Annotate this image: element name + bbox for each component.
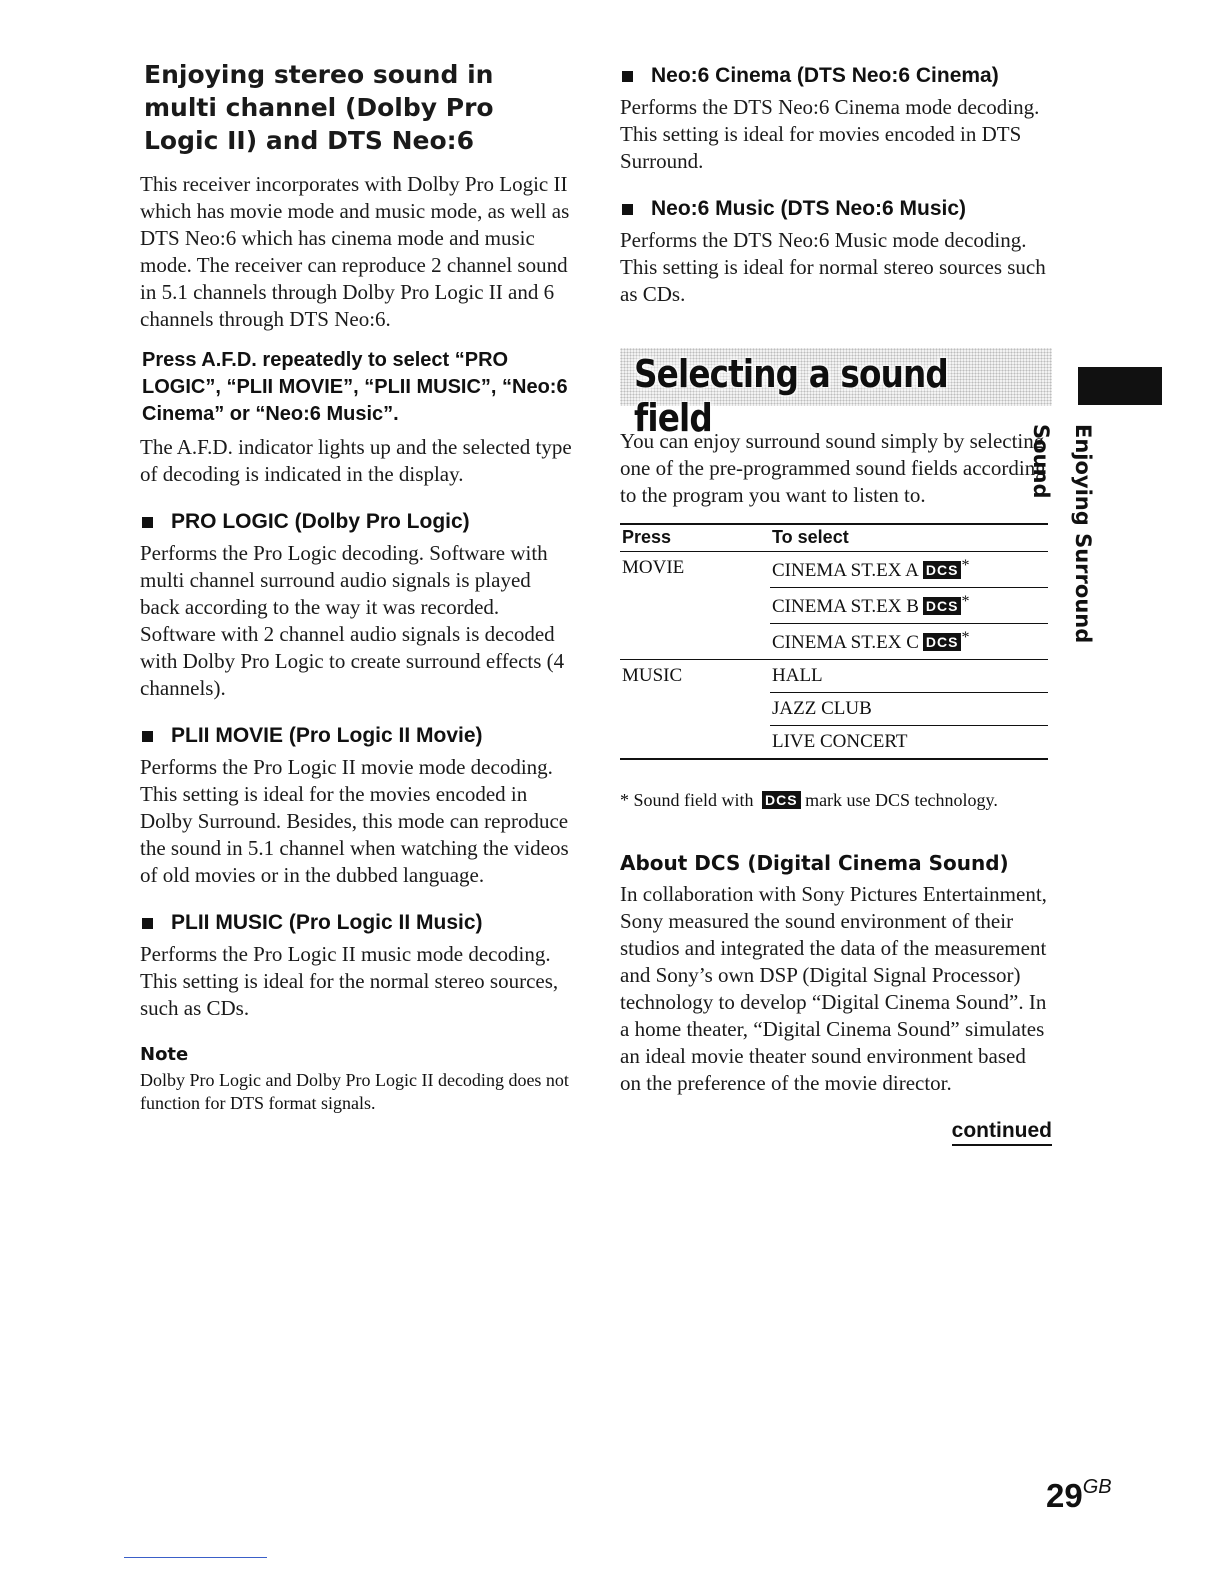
square-bullet-icon [622, 71, 633, 82]
table-header-select: To select [770, 524, 1048, 552]
table-row [620, 660, 1048, 693]
table-footnote: * Sound field with DCS mark use DCS technology. [620, 790, 998, 810]
section-heading: Enjoying stereo sound in multi channel (Dolby Pro Logic II) and DTS Neo:6 [144, 60, 494, 155]
chapter-side-label: Enjoying Surround Sound [1029, 424, 1095, 644]
press-button-label: MOVIE [622, 557, 685, 578]
mode-description: Performs the Pro Logic decoding. Software with multi channel surround audio signals is played back according to the way it was recorded. Software with 2 channel audio signals is decoded with Dolby Pro Logic to create surround effects (4 channels). [140, 541, 565, 700]
instruction-step: Press A.F.D. repeatedly to select “PRO LOGIC”, “PLII MOVIE”, “PLII MUSIC”, “Neo:6 Cinema” or “Neo:6 Music”. [142, 349, 568, 425]
dcs-mark-icon: DCS [923, 597, 962, 615]
mode-heading-plii-music [142, 909, 572, 937]
mode-description: Performs the DTS Neo:6 Music mode decoding. This setting is ideal for normal stereo sources such as CDs. [620, 228, 1046, 306]
sound-field-cell: LIVE CONCERT [770, 726, 1048, 760]
square-bullet-icon [142, 517, 153, 528]
sound-field-cell: HALL [770, 660, 1048, 693]
page-number: $29^{GB}$ [1046, 1476, 1112, 1514]
square-bullet-icon [142, 731, 153, 742]
square-bullet-icon [622, 204, 633, 215]
left-column [140, 58, 572, 1115]
mode-heading-neo6-cinema [622, 62, 1052, 90]
mode-title: PLII MUSIC (Pro Logic II Music) [171, 911, 483, 934]
sound-field-cell: CINEMA ST.EX B DCS * [770, 588, 1048, 624]
dcs-mark-icon: DCS [923, 633, 962, 651]
table-header-row [620, 524, 1048, 552]
continued-label: continued [620, 1119, 1052, 1143]
sound-field-table [620, 523, 1048, 760]
table-row [620, 693, 1048, 726]
table-row [620, 726, 1048, 760]
intro-paragraph: This receiver incorporates with Dolby Pro Logic II which has movie mode and music mode, as well as DTS Neo:6 which has cinema mode and music mode. The receiver can reproduce 2 channel sound in 5.1 channels through Dolby Pro Logic II and 6 channels through DTS Neo:6. [140, 172, 570, 331]
mode-title: PLII MOVIE (Pro Logic II Movie) [171, 724, 483, 747]
mode-heading-neo6-music [622, 195, 1052, 223]
dcs-mark-icon: DCS [923, 561, 962, 579]
banner-title: Selecting a sound field [634, 352, 948, 440]
square-bullet-icon [142, 918, 153, 929]
mode-heading-pro-logic [142, 508, 572, 536]
instruction-result: The A.F.D. indicator lights up and the selected type of decoding is indicated in the display. [140, 435, 572, 486]
mode-description: Performs the Pro Logic II movie mode decoding. This setting is ideal for the movies encoded in Dolby Surround. Besides, this mode can reproduce the sound in 5.1 channel when watching the videos of old movies or in the dubbed language. [140, 755, 569, 887]
section-intro: You can enjoy surround sound simply by selecting one of the pre-programmed sound fields according to the program you want to listen to. [620, 429, 1046, 507]
table-row [620, 588, 1048, 624]
sound-field-cell: CINEMA ST.EX A DCS * [770, 552, 1048, 588]
sound-field-cell: JAZZ CLUB [770, 693, 1048, 726]
about-dcs-text: In collaboration with Sony Pictures Entertainment, Sony measured the sound environment of their studios and integrated the data of the measurement and Sony’s own DSP (Digital Signal Processor) technology to develop “Digital Cinema Sound”. In a home theater, “Digital Cinema Sound” simulates an ideal movie theater sound environment based on the preference of the movie director. [620, 882, 1047, 1095]
mode-heading-plii-movie [142, 722, 572, 750]
mode-title: PRO LOGIC (Dolby Pro Logic) [171, 510, 470, 533]
sound-field-cell: CINEMA ST.EX C DCS * [770, 624, 1048, 660]
about-dcs-title: About DCS (Digital Cinema Sound) [620, 851, 1009, 875]
page-suffix: GB [1082, 1476, 1112, 1498]
note-title: Note [140, 1044, 189, 1065]
right-column [620, 62, 1052, 1143]
note-text: Dolby Pro Logic and Dolby Pro Logic II decoding does not function for DTS format signals. [140, 1070, 569, 1113]
press-button-label: MUSIC [622, 665, 683, 686]
table-header-press: Press [620, 524, 770, 552]
mode-description: Performs the DTS Neo:6 Cinema mode decoding. This setting is ideal for movies encoded in DTS Surround. [620, 95, 1040, 173]
mode-title: Neo:6 Music (DTS Neo:6 Music) [651, 197, 967, 220]
mode-title: Neo:6 Cinema (DTS Neo:6 Cinema) [651, 64, 999, 87]
dcs-mark-icon: DCS [762, 791, 801, 809]
table-row [620, 624, 1048, 660]
section-banner [620, 348, 1052, 440]
mode-description: Performs the Pro Logic II music mode decoding. This setting is ideal for the normal stereo sources, such as CDs. [140, 942, 559, 1020]
bottom-divider [124, 1557, 267, 1558]
table-row [620, 552, 1048, 588]
chapter-tab-marker [1078, 367, 1162, 405]
